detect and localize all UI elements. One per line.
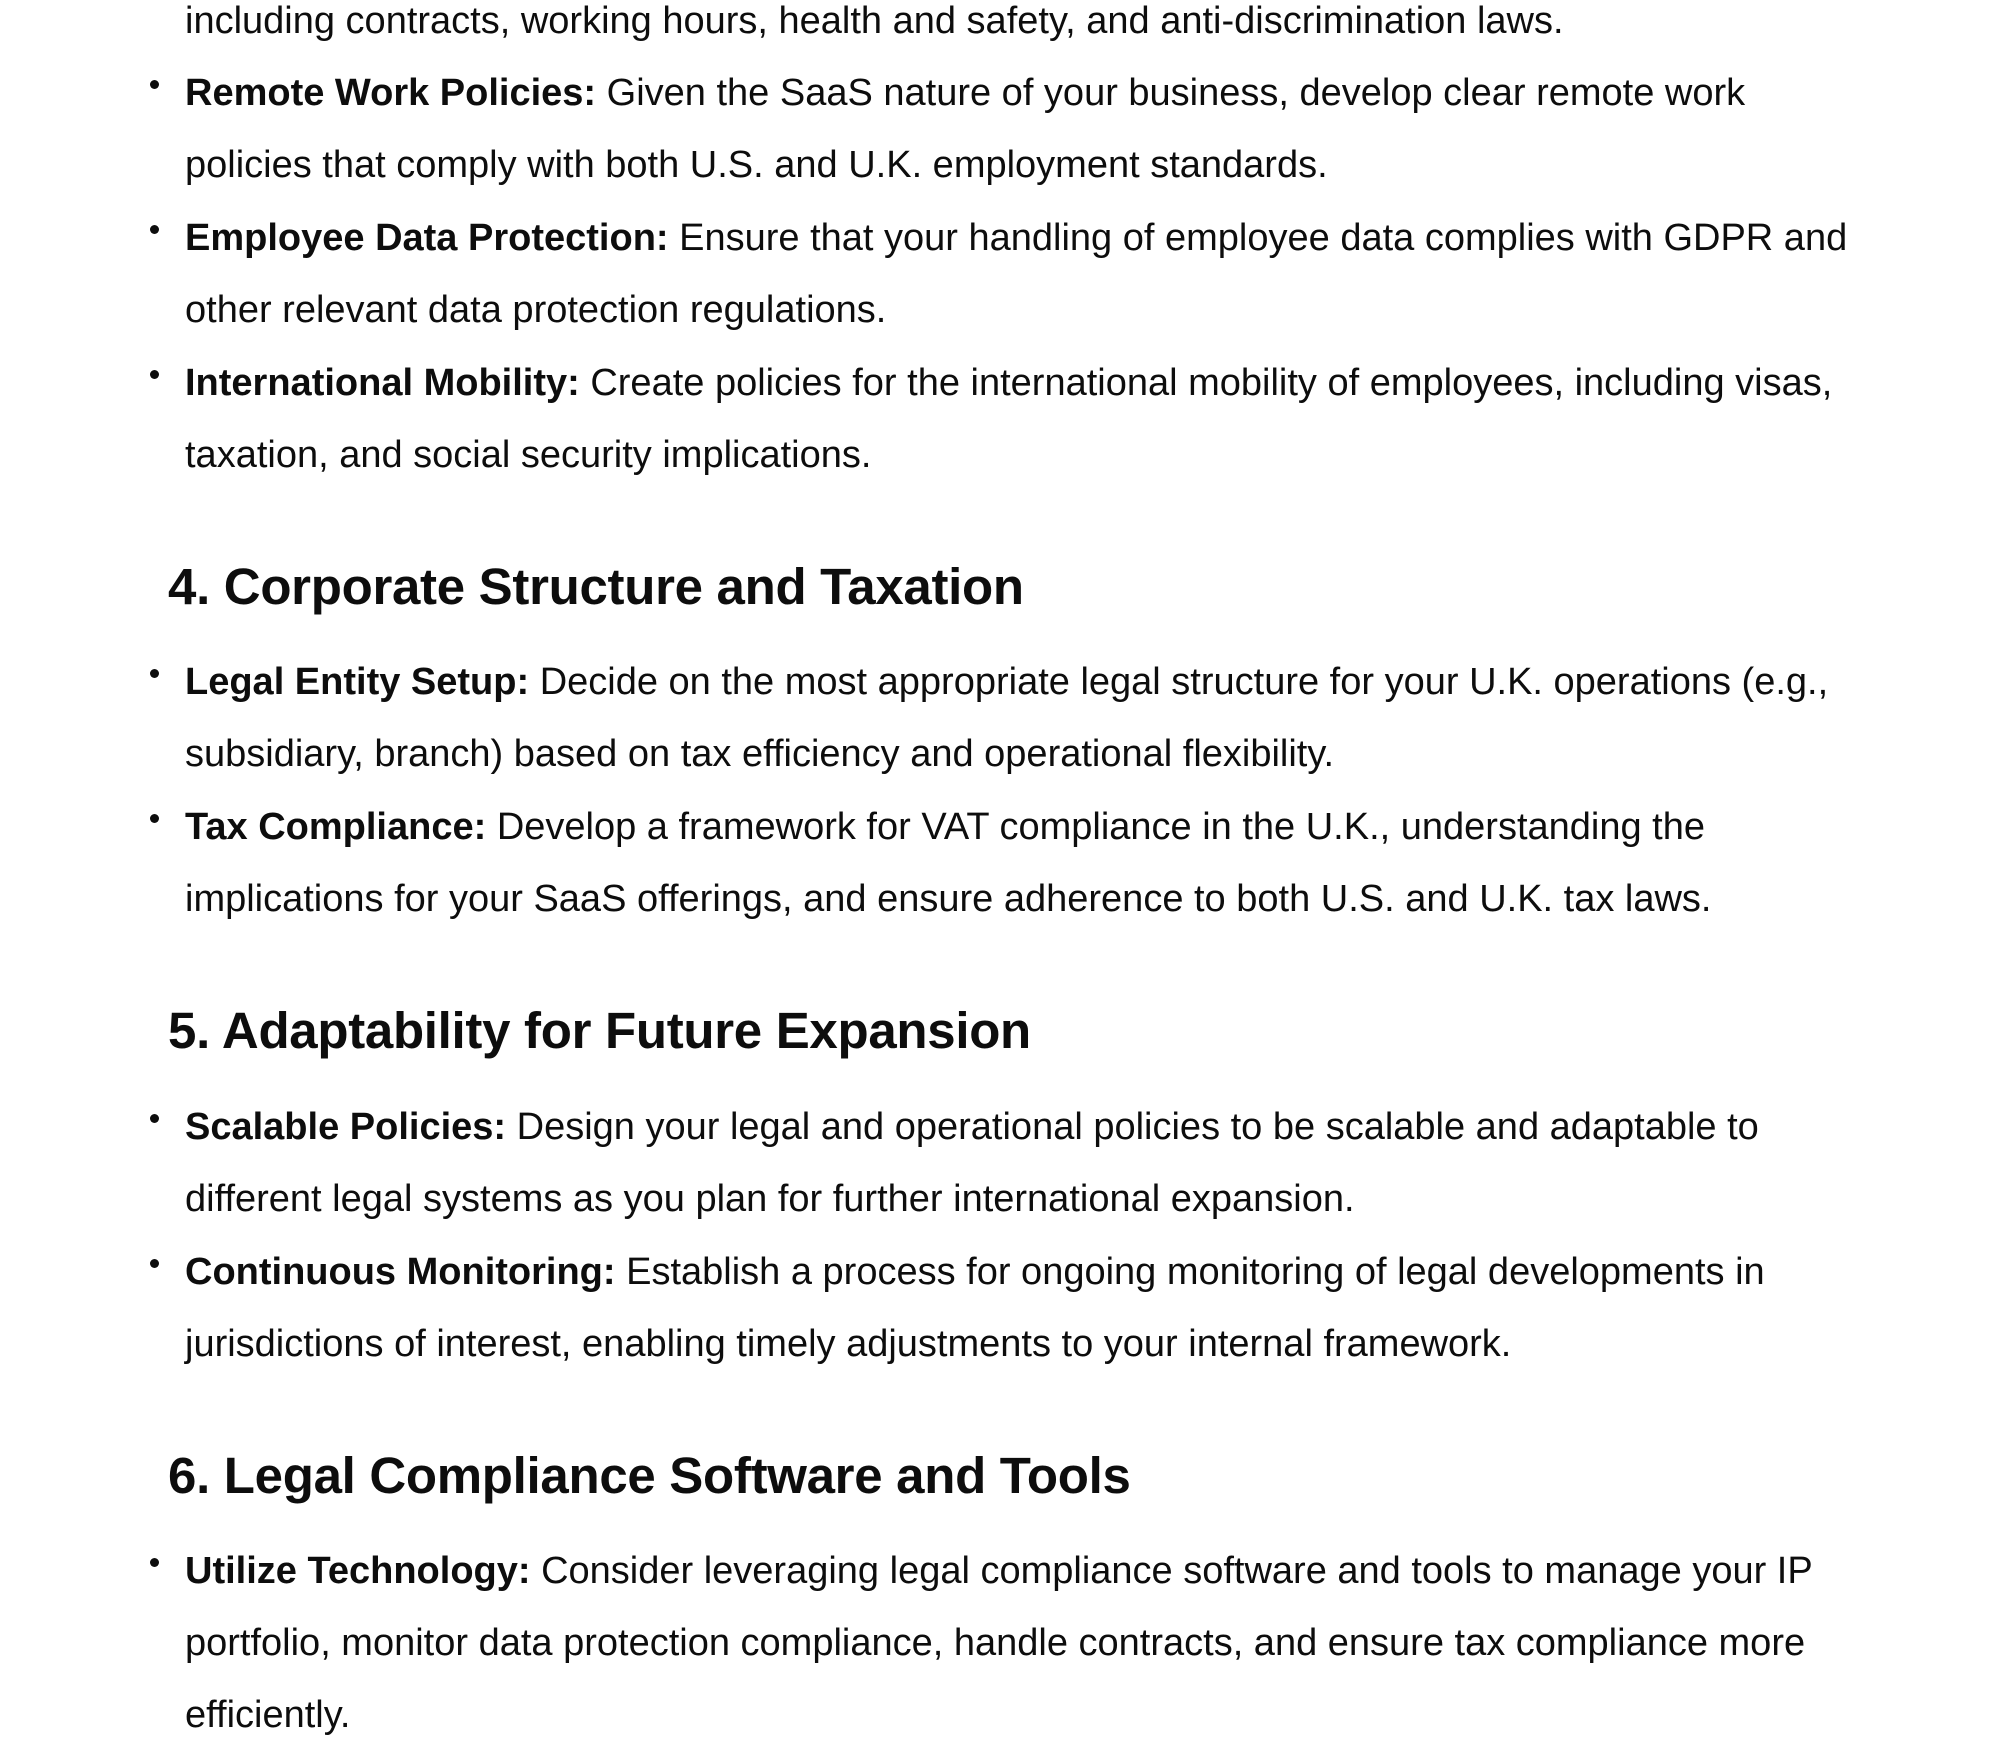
item-term: Legal Entity Setup: bbox=[185, 661, 530, 703]
bullet-marker bbox=[150, 814, 159, 823]
list-item-continuation: policies that comply with both U.S. and U.K. employment standards. bbox=[185, 144, 1328, 186]
list-item bbox=[185, 1108, 1759, 1146]
list-item-continuation: efficiently. bbox=[185, 1694, 351, 1736]
item-text: Create policies for the international mobility of employees, including visas, bbox=[579, 362, 1833, 404]
item-text: Develop a framework for VAT compliance in the U.K., understanding the bbox=[486, 806, 1705, 848]
item-term: Scalable Policies: bbox=[185, 1106, 507, 1148]
list-item-continuation: other relevant data protection regulations. bbox=[185, 289, 887, 331]
item-term: Remote Work Policies: bbox=[185, 72, 597, 114]
list-item bbox=[185, 808, 1705, 846]
list-item bbox=[185, 364, 1832, 402]
list-item bbox=[185, 1253, 1765, 1291]
bullet-marker bbox=[150, 370, 159, 379]
list-item-continuation: jurisdictions of interest, enabling timely adjustments to your internal framework. bbox=[185, 1323, 1512, 1365]
bullet-marker bbox=[150, 1114, 159, 1123]
list-item bbox=[185, 663, 1828, 701]
item-text: Design your legal and operational policies to be scalable and adaptable to bbox=[506, 1106, 1759, 1148]
section-heading: 4. Corporate Structure and Taxation bbox=[168, 558, 1024, 615]
bullet-marker bbox=[150, 225, 159, 234]
item-text: Given the SaaS nature of your business, develop clear remote work bbox=[596, 72, 1746, 114]
item-term: Continuous Monitoring: bbox=[185, 1251, 616, 1293]
list-item-continuation: different legal systems as you plan for further international expansion. bbox=[185, 1178, 1355, 1220]
list-item-continuation: taxation, and social security implications. bbox=[185, 434, 872, 476]
item-term: Tax Compliance: bbox=[185, 806, 487, 848]
section-heading: 5. Adaptability for Future Expansion bbox=[168, 1002, 1031, 1059]
section-heading: 6. Legal Compliance Software and Tools bbox=[168, 1447, 1131, 1504]
bullet-marker bbox=[150, 80, 159, 89]
list-item-continuation: subsidiary, branch) based on tax efficiency and operational flexibility. bbox=[185, 733, 1335, 775]
bullet-marker bbox=[150, 669, 159, 678]
item-term: Employee Data Protection: bbox=[185, 217, 669, 259]
item-text: Consider leveraging legal compliance software and tools to manage your IP bbox=[530, 1550, 1813, 1592]
bullet-marker bbox=[150, 1259, 159, 1268]
item-term: International Mobility: bbox=[185, 362, 580, 404]
item-term: Utilize Technology: bbox=[185, 1550, 531, 1592]
item-text: Ensure that your handling of employee data complies with GDPR and bbox=[668, 217, 1848, 259]
continuation-text: including contracts, working hours, health and safety, and anti-discrimination laws. bbox=[185, 0, 1564, 42]
list-item bbox=[185, 1552, 1813, 1590]
list-item bbox=[185, 219, 1847, 257]
list-item bbox=[185, 74, 1745, 112]
item-text: Establish a process for ongoing monitoring of legal developments in bbox=[615, 1251, 1765, 1293]
item-text: Decide on the most appropriate legal structure for your U.K. operations (e.g., bbox=[529, 661, 1829, 703]
list-item-continuation: portfolio, monitor data protection compliance, handle contracts, and ensure tax compliance more bbox=[185, 1622, 1806, 1664]
bullet-marker bbox=[150, 1558, 159, 1567]
list-item-continuation: implications for your SaaS offerings, and ensure adherence to both U.S. and U.K. tax laws. bbox=[185, 878, 1712, 920]
